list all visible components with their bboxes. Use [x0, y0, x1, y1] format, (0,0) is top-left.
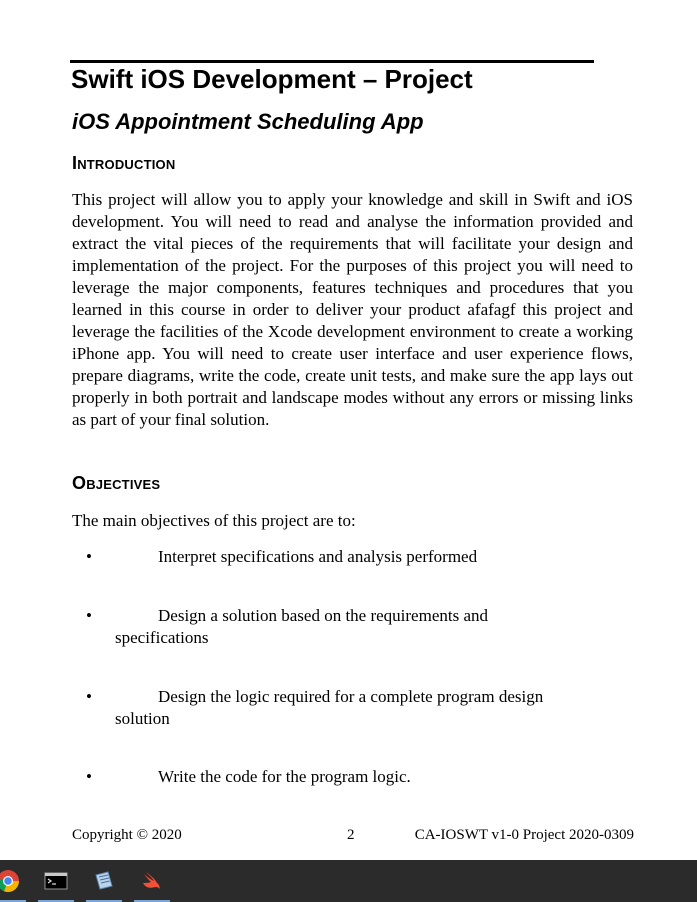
taskbar-notes-button[interactable]: [82, 860, 126, 902]
terminal-icon: [44, 869, 68, 893]
taskbar-swift-button[interactable]: [130, 860, 174, 902]
chrome-icon: [0, 869, 20, 893]
list-item-text: Design the logic required for a complete program design solution: [115, 687, 544, 728]
taskbar-chrome-button[interactable]: [0, 860, 30, 902]
objectives-heading: Objectives: [72, 473, 161, 493]
swift-icon: [140, 869, 164, 893]
taskbar-terminal-button[interactable]: [34, 860, 78, 902]
footer-document-id: CA-IOSWT v1-0 Project 2020-0309: [414, 827, 634, 843]
list-item: [86, 546, 606, 568]
footer-page-number: 2: [347, 827, 355, 843]
introduction-paragraph: This project will allow you to apply your knowledge and skill in Swift and iOS development. You will need to read and analyse the information provided and extract the vital pieces of the requirements that will facilitate your design and implementation of the project. For the purposes of this project you will need to leverage the major components, features techniques and procedures that you learned in this course in order to deliver your product afafagf this project and leverage the facilities of the Xcode development environment to create a working iPhone app. You will need to create user interface and user experience flows, prepare diagrams, write the code, create unit tests, and make sure the app lays out properly in both portrait and landscape modes without any errors or missing links as part of your final solution.: [72, 190, 633, 429]
page-title: Swift iOS Development – Project: [71, 64, 473, 94]
list-item-text: Write the code for the program logic.: [158, 767, 411, 786]
footer-copyright: Copyright © 2020: [72, 827, 182, 843]
list-item: [86, 766, 606, 788]
bullet-marker: •: [86, 606, 92, 625]
page-footer: [72, 825, 634, 845]
bullet-marker: •: [86, 687, 92, 706]
introduction-heading: Introduction: [72, 153, 176, 173]
taskbar: [0, 860, 697, 902]
list-item-text: Design a solution based on the requirements and specifications: [115, 606, 489, 647]
notes-icon: [92, 869, 116, 893]
list-item: [86, 605, 606, 649]
objectives-lead: The main objectives of this project are to:: [72, 511, 356, 530]
list-item-text: Interpret specifications and analysis performed: [158, 547, 478, 566]
list-item: [86, 686, 606, 730]
bullet-marker: •: [86, 547, 92, 566]
page-subtitle: iOS Appointment Scheduling App: [72, 109, 424, 134]
bullet-marker: •: [86, 767, 92, 786]
